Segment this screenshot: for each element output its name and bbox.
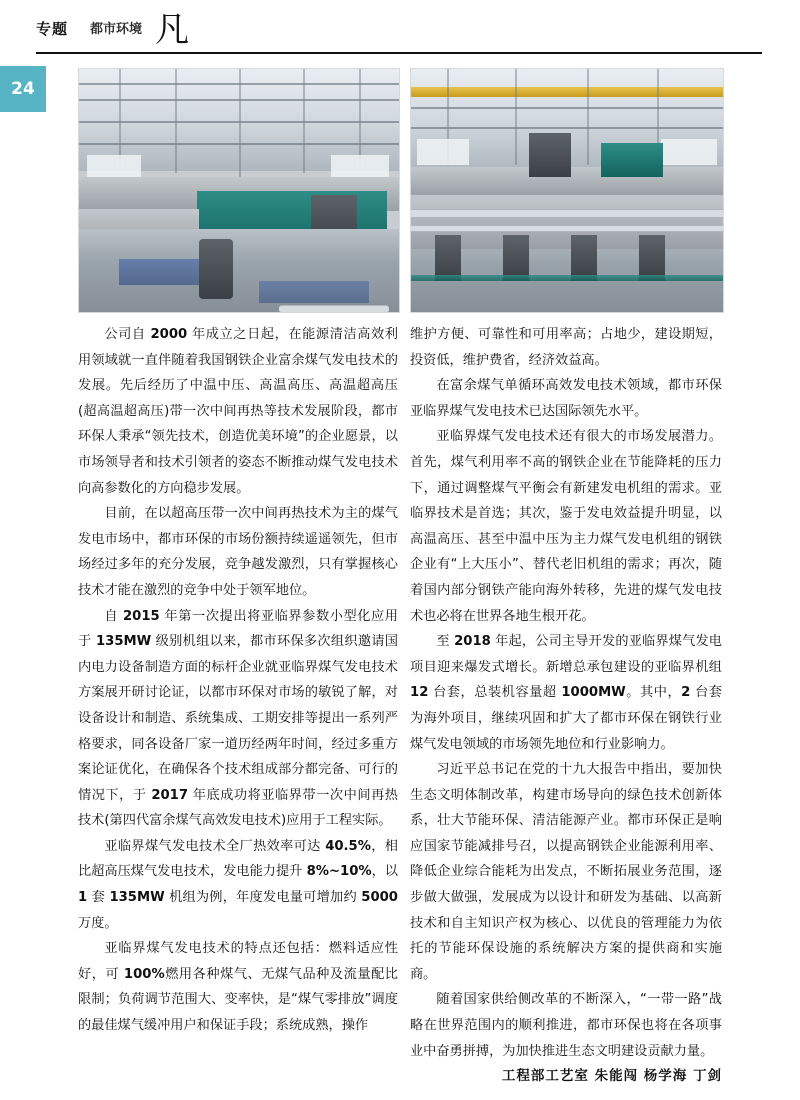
page-header <box>0 0 800 60</box>
page-number-badge: 24 <box>0 66 46 112</box>
paragraph: 习近平总书记在党的十九大报告中指出，要加快生态文明体制改革，构建市场导向的绿色技术创新体系，壮大节能环保、清洁能源产业。都市环保正是响应国家节能减排号召，以提高钢铁企业能源利用率、降低企业综合能耗为出发点，不断拓展业务范围，逐步做大做强，发展成为以设计和研发为基础、以高新技术和自主知识产权为核心、以优良的管理能力为依托的节能环保设施的系统解决方案的提供商和实施商。 <box>410 762 722 982</box>
paragraph: 目前，在以超高压带一次中间再热技术为主的煤气发电市场中，都市环保的市场份额持续遥遥领先，但市场经过多年的充分发展，竞争越发激烈，只有掌握核心技术才能在激烈的竞争中处于领军地位。 <box>78 506 398 598</box>
paragraph: 公司自 2000 年成立之日起，在能源清洁高效利用领域就一直伴随着我国钢铁企业富余煤气发电技术的发展。先后经历了中温中压、高温高压、高温超高压(超高温超高压)带一次中间再热等技术发展阶段，都市环保人秉承“领先技术，创造优美环境”的企业愿景，以市场领导者和技术引领者的姿态不断推动煤气发电技术向高参数化的方向稳步发展。 <box>78 327 398 496</box>
paragraph: 在富余煤气单循环高效发电技术领域，都市环保亚临界煤气发电技术已达国际领先水平。 <box>410 378 722 419</box>
header-divider <box>36 52 762 54</box>
paragraph: 维护方便、可靠性和可用率高；占地少，建设期短，投资低，维护费省，经济效益高。 <box>410 327 722 368</box>
right-text-column <box>410 322 722 1090</box>
left-text-column <box>78 322 398 1039</box>
generator-equipment-photo <box>410 68 724 313</box>
section-label: 专题 <box>36 20 69 38</box>
magazine-name: 都市环境 <box>90 22 143 37</box>
paragraph: 自 2015 年第一次提出将亚临界参数小型化应用于 135MW 级别机组以来，都市环保多次组织邀请国内电力设备制造方面的标杆企业就亚临界煤气发电技术方案展开研讨论证，以都市环保对市场的敏锐了解，对设备设计和制造、系统集成、工期安排等提出一系列严格要求，同各设备厂家一道历经两年时间，经过多重方案论证优化，在确保各个技术组成部分都完备、可行的情况下，于 2017 年底成功将亚临界带一次中间再热技术(第四代富余煤气高效发电技术)应用于工程实际。 <box>78 608 398 829</box>
paragraph: 亚临界煤气发电技术的特点还包括：燃料适应性好，可 100%燃用各种煤气、无煤气品种及流量配比限制；负荷调节范围大、变率快，是“煤气零排放”调度的最佳煤气缓冲用户和保证手段；系统成熟，操作 <box>78 941 398 1034</box>
article-byline: 工程部工艺室 朱能闯 杨学海 丁剑 <box>501 1068 722 1085</box>
paragraph: 随着国家供给侧改革的不断深入，“一带一路”战略在世界范围内的顺利推进，都市环保也将在各项事业中奋勇拼搏，为加快推进生态文明建设贡献力量。 <box>410 992 722 1059</box>
paragraph: 至 2018 年起，公司主导开发的亚临界煤气发电项目迎来爆发式增长。新增总承包建设的亚临界机组 12 台套，总装机容量超 1000MW。其中，2 台套为海外项目，继续巩固和扩大了都市环保在钢铁行业煤气发电领域的市场领先地位和行业影响力。 <box>410 634 722 752</box>
paragraph: 亚临界煤气发电技术全厂热效率可达 40.5%，相比超高压煤气发电技术，发电能力提升 8%~10%，以 1 套 135MW 机组为例，年度发电量可增加约 5000 万度。 <box>78 838 398 931</box>
turbine-hall-photo <box>78 68 400 313</box>
magazine-logo-icon: 凡 <box>155 10 189 50</box>
paragraph: 亚临界煤气发电技术还有很大的市场发展潜力。首先，煤气利用率不高的钢铁企业在节能降耗的压力下，通过调整煤气平衡会有新建发电机组的需求。亚临界技术是首选；其次，鉴于发电效益提升明显，以高温高压、甚至中温中压为主力煤气发电机组的钢铁企业有“上大压小”、替代老旧机组的需求；再次，随着国内部分钢铁产能向海外转移，先进的煤气发电技术也必将在世界各地生根开花。 <box>410 429 722 624</box>
